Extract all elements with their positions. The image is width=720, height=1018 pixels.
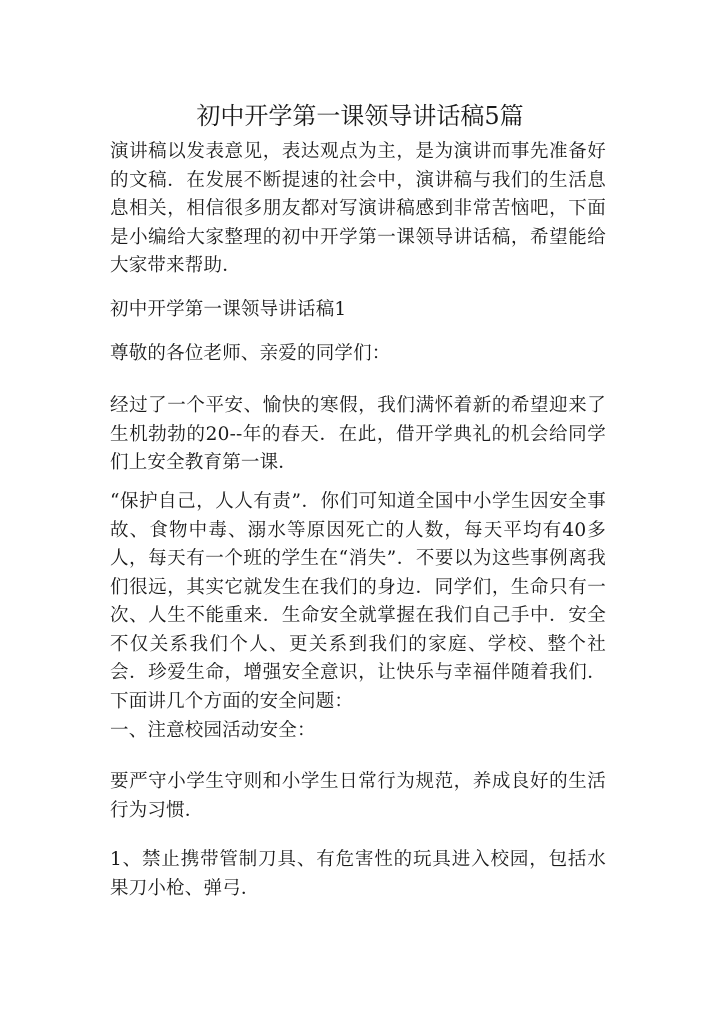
intro-paragraph: 演讲稿以发表意见，表达观点为主，是为演讲而事先准备好的文稿．在发展不断提速的社会中，演讲稿与我们的生活息息相关，相信很多朋友都对写演讲稿感到非常苦恼吧，下面是小编给大家整理的初中开学第一课领导讲话稿，希望能给大家带来帮助． xyxy=(110,141,606,276)
section-heading-campus-safety: 一、注意校园活动安全： xyxy=(110,720,316,741)
page-title: 初中开学第一课领导讲话稿5篇 xyxy=(196,102,524,130)
body-paragraph: 1、禁止携带管制刀具、有危害性的玩具进入校园，包括水果刀小枪、弹弓． xyxy=(110,849,606,899)
body-paragraph: 要严守小学生守则和小学生日常行为规范，养成良好的生活行为习惯． xyxy=(110,771,606,821)
body-paragraph: 经过了一个平安、愉快的寒假，我们满怀着新的希望迎来了生机勃勃的20--年的春天．在此，借开学典礼的机会给同学们上安全教育第一课． xyxy=(110,395,606,473)
body-paragraph: “保护自己，人人有责”．你们可知道全国中小学生因安全事故、食物中毒、溺水等原因死亡的人数，每天平均有40多人，每天有一个班的学生在“消失”．不要以为这些事例离我们很远，其实它就发生在我们的身边．同学们，生命只有一次、人生不能重来．生命安全就掌握在我们自己手中．安全不仅关系我们个人、更关系到我们的家庭、学校、整个社会．珍爱生命，增强安全意识，让快乐与幸福伴随着我们．下面讲几个方面的安全问题： xyxy=(110,491,606,712)
greeting-paragraph: 尊敬的各位老师、亲爱的同学们： xyxy=(110,343,391,364)
section-heading-speech-1: 初中开学第一课领导讲话稿1 xyxy=(110,299,347,320)
